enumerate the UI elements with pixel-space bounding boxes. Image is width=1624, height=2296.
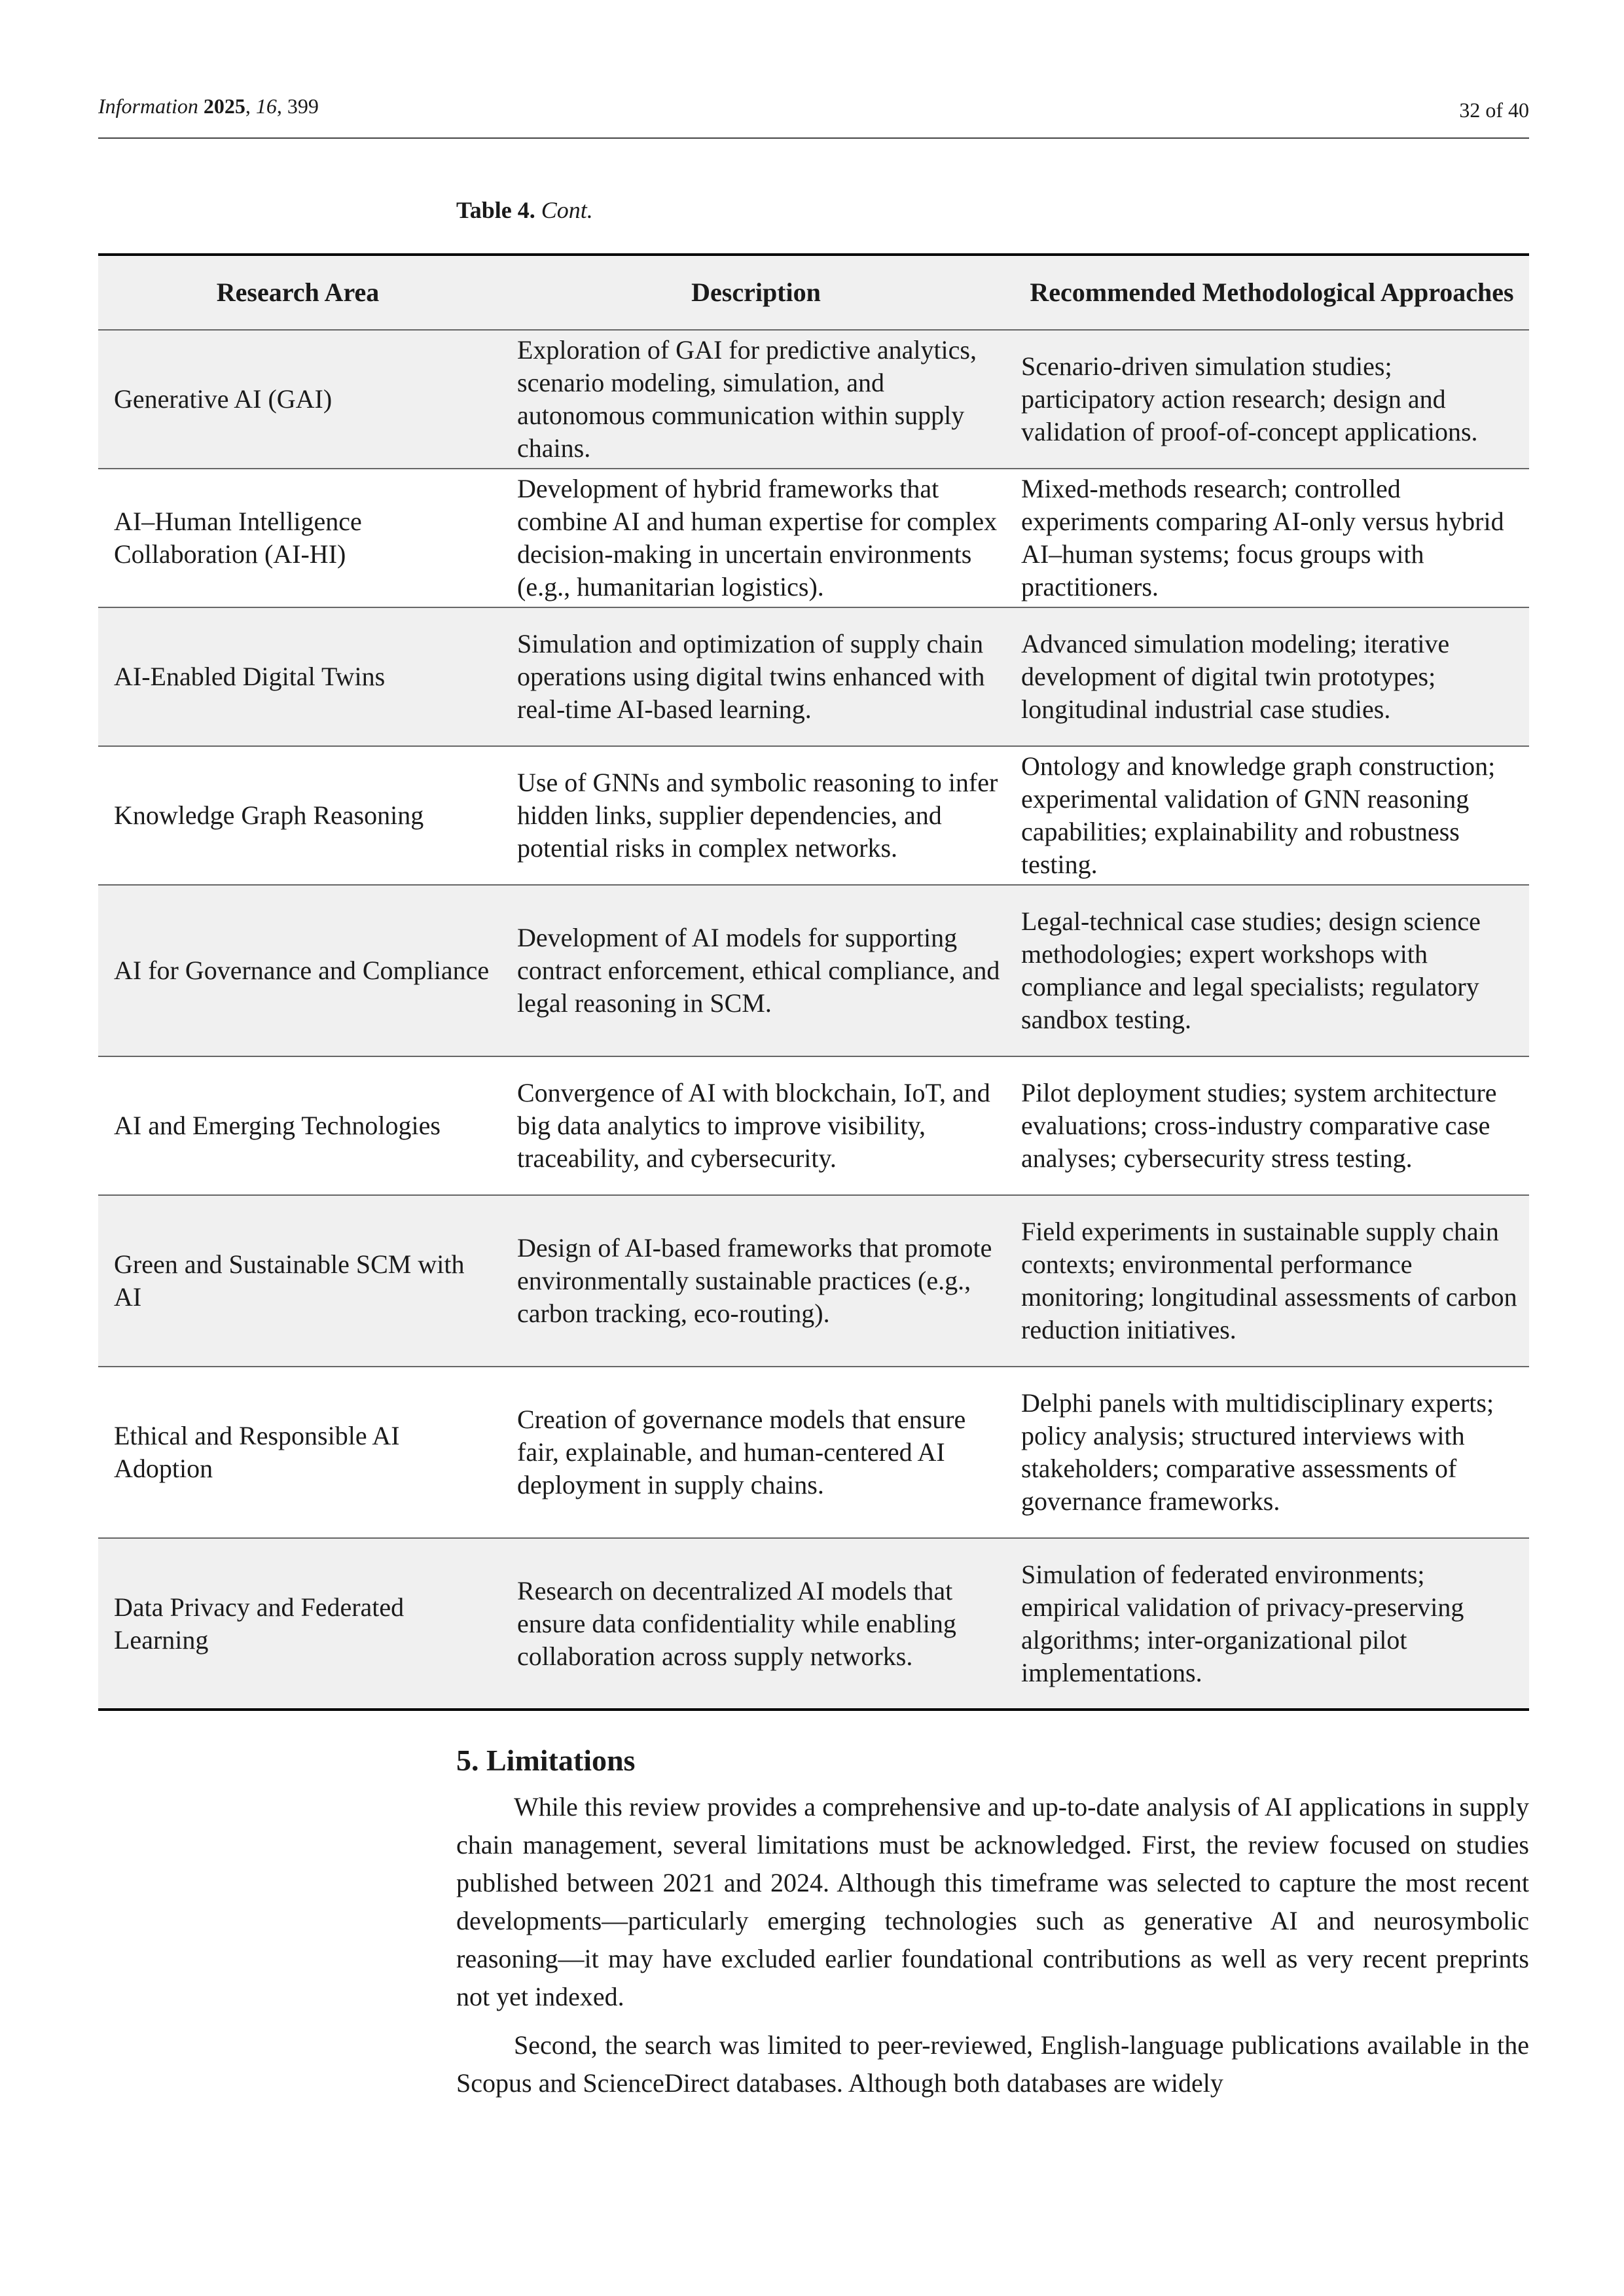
cell-research-area: AI–Human Intelligence Collaboration (AI-HI)	[98, 469, 497, 607]
cell-description: Design of AI-based frameworks that promote environmentally sustainable practices (e.g., carbon tracking, eco-routing).	[497, 1195, 1015, 1367]
column-header-research-area: Research Area	[98, 255, 497, 330]
column-header-methods: Recommended Methodological Approaches	[1015, 255, 1529, 330]
table-row	[98, 1538, 1529, 1710]
cell-description: Exploration of GAI for predictive analytics, scenario modeling, simulation, and autonomous communication within supply chains.	[497, 330, 1015, 469]
cell-research-area: Green and Sustainable SCM with AI	[98, 1195, 497, 1367]
table-row	[98, 469, 1529, 607]
cell-description: Development of hybrid frameworks that combine AI and human expertise for complex decision-making in uncertain environments (e.g., humanitarian logistics).	[497, 469, 1015, 607]
page-number: 32 of 40	[1459, 98, 1529, 122]
journal-name: Information	[98, 94, 198, 118]
cell-description: Use of GNNs and symbolic reasoning to infer hidden links, supplier dependencies, and potential risks in complex networks.	[497, 746, 1015, 885]
cell-research-area: AI and Emerging Technologies	[98, 1056, 497, 1195]
cell-description: Convergence of AI with blockchain, IoT, and big data analytics to improve visibility, traceability, and cybersecurity.	[497, 1056, 1015, 1195]
table-row	[98, 746, 1529, 885]
cell-description: Simulation and optimization of supply chain operations using digital twins enhanced with real-time AI-based learning.	[497, 607, 1015, 746]
limitations-section	[456, 1742, 1529, 2113]
cell-research-area: AI for Governance and Compliance	[98, 885, 497, 1056]
table-row	[98, 1056, 1529, 1195]
cell-methods: Field experiments in sustainable supply chain contexts; environmental performance monitoring; longitudinal assessments of carbon reduction initiatives.	[1015, 1195, 1529, 1367]
body-paragraph: While this review provides a comprehensive and up-to-date analysis of AI applications in supply chain management, several limitations must be acknowledged. First, the review focused on studies published between 2021 and 2024. Although this timeframe was selected to capture the most recent developments—particularly emerging technologies such as generative AI and neurosymbolic reasoning—it may have excluded earlier foundational contributions as well as very recent preprints not yet indexed.	[456, 1792, 1529, 2011]
cell-description: Research on decentralized AI models that ensure data confidentiality while enabling collaboration across supply networks.	[497, 1538, 1015, 1710]
cell-research-area: Knowledge Graph Reasoning	[98, 746, 497, 885]
cell-methods: Simulation of federated environments; empirical validation of privacy-preserving algorithms; inter-organizational pilot implementations.	[1015, 1538, 1529, 1710]
article-number: 399	[287, 94, 319, 118]
cell-methods: Scenario-driven simulation studies; participatory action research; design and validation of proof-of-concept applications.	[1015, 330, 1529, 469]
cell-description: Creation of governance models that ensure fair, explainable, and human-centered AI deployment in supply chains.	[497, 1367, 1015, 1538]
cell-research-area: Generative AI (GAI)	[98, 330, 497, 469]
cell-research-area: Data Privacy and Federated Learning	[98, 1538, 497, 1710]
cell-description: Development of AI models for supporting contract enforcement, ethical compliance, and legal reasoning in SCM.	[497, 885, 1015, 1056]
table-row	[98, 330, 1529, 469]
journal-citation: Information 2025, 16, 399	[98, 94, 319, 118]
running-header	[98, 92, 1529, 139]
cell-methods: Ontology and knowledge graph construction; experimental validation of GNN reasoning capabilities; explainability and robustness testing.	[1015, 746, 1529, 885]
cell-research-area: Ethical and Responsible AI Adoption	[98, 1367, 497, 1538]
table-row	[98, 885, 1529, 1056]
column-header-description: Description	[497, 255, 1015, 330]
research-agenda-table	[98, 253, 1529, 1711]
cell-research-area: AI-Enabled Digital Twins	[98, 607, 497, 746]
cell-methods: Legal-technical case studies; design science methodologies; expert workshops with compliance and legal specialists; regulatory sandbox testing.	[1015, 885, 1529, 1056]
table-caption-text: Cont.	[541, 197, 593, 223]
table-row	[98, 1195, 1529, 1367]
section-heading: 5. Limitations	[456, 1744, 636, 1777]
table-header-row	[98, 255, 1529, 330]
cell-methods: Mixed-methods research; controlled experiments comparing AI-only versus hybrid AI–human systems; focus groups with practitioners.	[1015, 469, 1529, 607]
table-caption-label: Table 4.	[456, 197, 535, 223]
table-row	[98, 607, 1529, 746]
body-paragraph: Second, the search was limited to peer-reviewed, English-language publications available in the Scopus and ScienceDirect databases. Although both databases are widely	[456, 2030, 1529, 2098]
cell-methods: Advanced simulation modeling; iterative development of digital twin prototypes; longitudinal industrial case studies.	[1015, 607, 1529, 746]
journal-year: 2025	[203, 94, 245, 118]
journal-volume: 16	[255, 94, 277, 118]
table-row	[98, 1367, 1529, 1538]
cell-methods: Delphi panels with multidisciplinary experts; policy analysis; structured interviews with stakeholders; comparative assessments of governance frameworks.	[1015, 1367, 1529, 1538]
table-caption	[456, 196, 593, 224]
cell-methods: Pilot deployment studies; system architecture evaluations; cross-industry comparative case analyses; cybersecurity stress testing.	[1015, 1056, 1529, 1195]
